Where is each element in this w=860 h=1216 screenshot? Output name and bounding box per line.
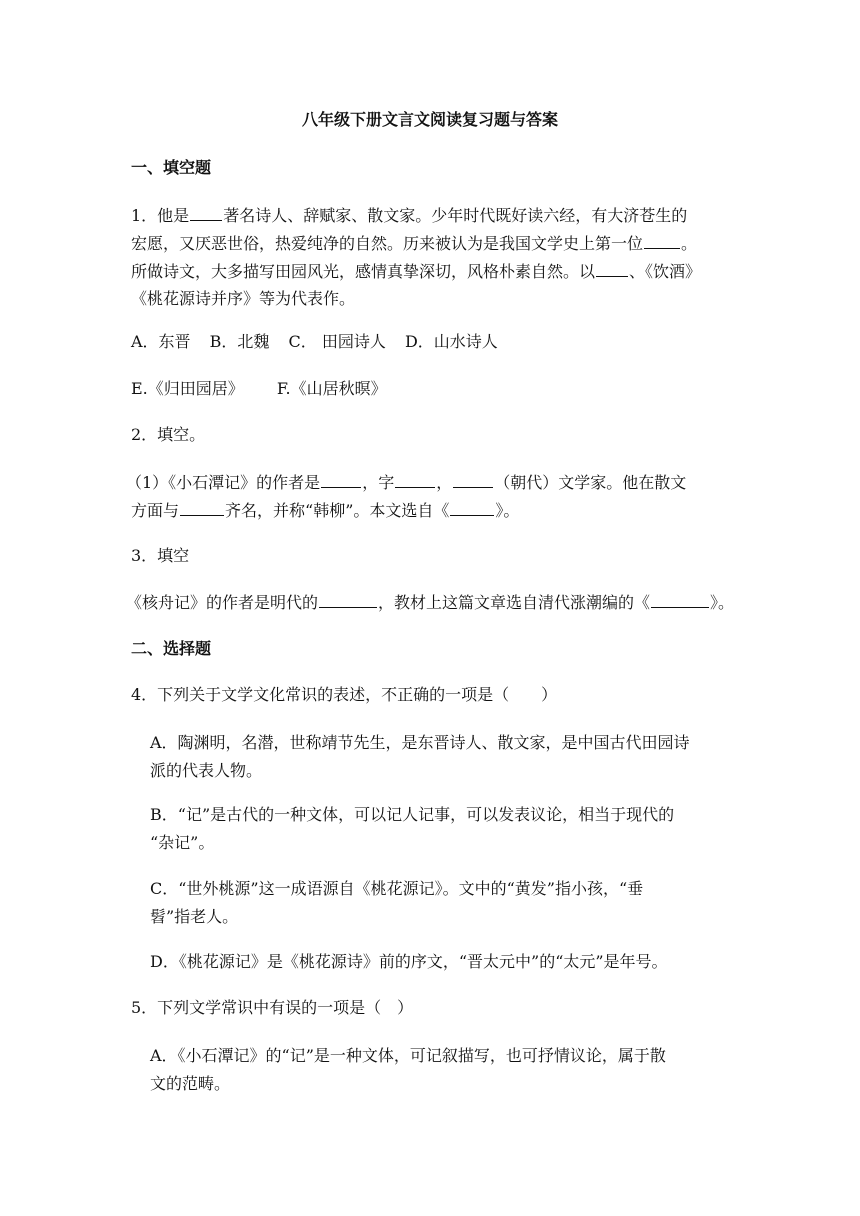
answer-blank (453, 470, 493, 488)
q2-text: 齐名，并称“韩柳”。本文选自《 (225, 501, 450, 520)
q2-text: （朝代）文学家。他在散文 (494, 473, 687, 492)
q4-option-b-line-1: B．“记”是古代的一种文体，可以记人记事，可以发表议论，相当于现代的 (150, 805, 675, 824)
page-title: 八年级下册文言文阅读复习题与答案 (301, 110, 558, 129)
q4-stem: 4．下列关于文学文化常识的表述，不正确的一项是（ ） (131, 685, 558, 704)
answer-blank (644, 231, 680, 249)
q3-text: ，教材上这篇文章选自清代涨潮编的《 (378, 593, 651, 612)
q1-line-3 (131, 259, 701, 284)
q4-option-a-line-2: 派的代表人物。 (150, 761, 263, 780)
section-heading-multiple-choice: 二、选择题 (131, 639, 212, 658)
q1-line-1 (131, 203, 687, 228)
q4-option-d-line-1: D．《桃花源记》是《桃花源诗》前的序文，“晋太元中”的“太元”是年号。 (150, 952, 668, 971)
q2-text: ， (436, 473, 453, 492)
option-d: D．山水诗人 (404, 332, 498, 351)
q1-text: 所做诗文，大多描写田园风光，感情真挚深切，风格朴素自然。以 (131, 262, 596, 281)
option-e: E.《归田园居》 (131, 379, 244, 398)
q2-label: 2．填空。 (131, 425, 206, 444)
answer-blank (180, 498, 224, 516)
answer-blank (596, 259, 628, 277)
option-a: A．东晋 (131, 332, 191, 351)
q4-option-b-line-2: “杂记”。 (150, 833, 215, 852)
q4-option-a-line-1: A．陶渊明，名潜，世称靖节先生，是东晋诗人、散文家，是中国古代田园诗 (150, 733, 690, 752)
q1-line-4: 《桃花源诗并序》等为代表作。 (131, 289, 356, 308)
q1-text: 1．他是 (131, 206, 190, 225)
option-b: B．北魏 (209, 332, 270, 351)
q4-option-c-line-2: 髫”指老人。 (150, 907, 239, 926)
q1-text: 、《饮酒》 (629, 262, 702, 281)
answer-blank (321, 470, 361, 488)
q5-stem: 5．下列文学常识中有误的一项是（ ） (131, 998, 414, 1017)
q2-text: 方面与 (131, 501, 180, 520)
q3-text: 》。 (710, 593, 735, 612)
q5-option-a-line-1: A．《小石潭记》的“记”是一种文体，可记叙描写，也可抒情议论，属于散 (150, 1046, 666, 1065)
option-c: C． 田园诗人 (288, 332, 386, 351)
q2-text: ，字 (362, 473, 395, 492)
answer-blank (450, 498, 494, 516)
q1-text: 著名诗人、辞赋家、散文家。少年时代既好读六经，有大济苍生的 (223, 206, 688, 225)
q3-label: 3．填空 (131, 546, 190, 565)
answer-blank (319, 590, 377, 608)
q1-text: 。 (681, 234, 698, 253)
q1-text: 宏愿，又厌恶世俗，热爱纯净的自然。历来被认为是我国文学史上第一位 (131, 234, 644, 253)
q1-options-row-2 (131, 377, 387, 401)
q4-option-c-line-1: C．“世外桃源”这一成语源自《桃花源记》。文中的“黄发”指小孩，“垂 (150, 879, 644, 898)
option-f: F.《山居秋暝》 (276, 379, 387, 398)
q5-option-a-line-2: 文的范畴。 (150, 1074, 231, 1093)
q2-text: 》。 (495, 501, 520, 520)
section-heading-fill-in: 一、填空题 (131, 158, 212, 177)
q3-text: 《核舟记》的作者是明代的 (126, 593, 319, 612)
q1-line-2 (131, 231, 697, 256)
answer-blank (395, 470, 435, 488)
q2-text: （1）《小石潭记》的作者是 (126, 473, 321, 492)
q3-line-1 (126, 590, 734, 615)
answer-blank (651, 590, 709, 608)
answer-blank (190, 203, 222, 221)
q2-line-2 (131, 498, 519, 523)
q1-options-row-1 (131, 330, 498, 354)
q2-line-1 (126, 470, 686, 495)
